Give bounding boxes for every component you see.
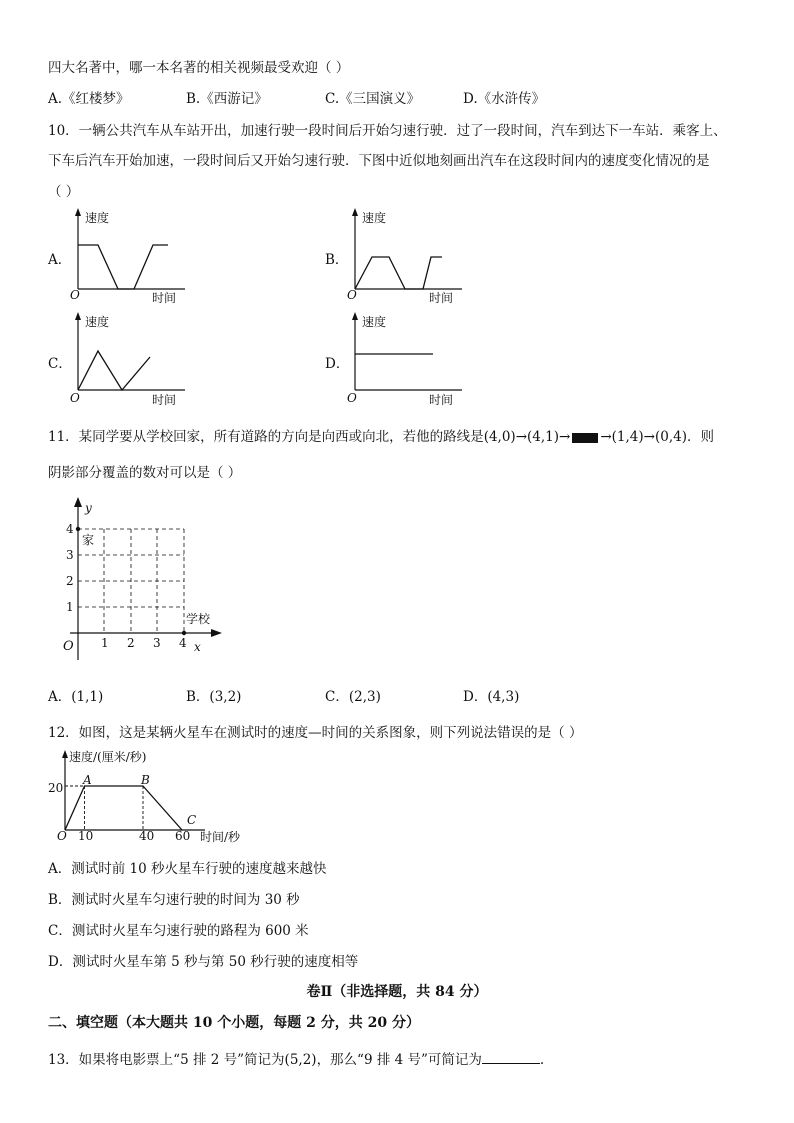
option-value: (2,3) [348,689,381,705]
home-label: 家 [82,533,95,547]
q9-option-d: D.《水浒传》 [463,91,546,107]
y-axis-arrow [352,208,358,216]
q11-path-2: (4,1) [527,429,560,445]
y-axis-label: y [85,501,92,515]
y-axis-arrow [62,750,68,758]
arrow: → [515,429,528,445]
home-point [76,527,80,531]
q10-option-b: B． [325,252,349,268]
origin-label: O [70,391,80,405]
y-label: 速度 [362,211,387,225]
point-c-label: C [187,813,197,827]
q11-option-c [325,685,381,705]
section-heading: 二、填空题（本大题共 10 个小题，每题 2 分，共 20 分） [48,1015,420,1031]
q12-option-d: D．测试时火星车第 5 秒与第 50 秒行驶的速度相等 [48,954,359,970]
q13-pre: 13．如果将电影票上“5 排 2 号”简记为 [48,1052,285,1068]
q11-line1-pre: 11．某同学要从学校回家，所有道路的方向是向西或向北，若他的路线是 [48,429,484,445]
q11-option-a [48,685,103,705]
x-label: 时间 [152,291,177,305]
x-label: 时间 [429,393,454,407]
q12-option-a: A．测试时前 10 秒火星车行驶的速度越来越快 [48,861,327,877]
q9-stem: 四大名著中，哪一本名著的相关视频最受欢迎（ ） [48,60,350,76]
q10-line3: （ ） [48,184,80,200]
origin-label: O [63,639,74,654]
answer-blank[interactable] [482,1051,540,1064]
y-tick-1: 1 [66,600,74,614]
y-label: 速度/(厘米/秒) [69,750,147,764]
q13-end: . [539,1052,545,1068]
q10-option-a: A． [48,252,72,268]
school-label: 学校 [186,612,211,626]
y-axis-arrow [74,497,82,507]
q12-option-c: C．测试时火星车匀速行驶的路程为 600 米 [48,923,309,939]
origin-label: O [347,288,357,302]
q13-post: ，那么“9 排 4 号”可简记为 [316,1052,482,1068]
option-label: B． [186,689,210,705]
q10-option-d: D． [325,356,350,372]
shaded-box [572,433,598,443]
q13-pair: (5,2) [284,1052,317,1068]
y-axis-arrow [352,312,358,320]
origin-label: O [347,391,357,405]
x-tick-10: 10 [78,829,94,843]
x-label: 时间/秒 [200,830,241,844]
option-label: A． [48,689,72,705]
y-label: 速度 [85,315,110,329]
q10-graph-c [60,309,200,409]
x-axis-label: x [194,640,201,654]
school-point [182,631,186,635]
volume-title: 卷Ⅱ（非选择题，共 84 分） [306,984,488,1000]
q11-line2: 阴影部分覆盖的数对可以是（ ） [48,465,242,481]
speed-curve [355,257,442,289]
q12-option-b: B．测试时火星车匀速行驶的时间为 30 秒 [48,892,300,908]
q11-grid-graph [60,495,230,655]
x-tick-60: 60 [175,829,191,843]
y-label: 速度 [85,211,110,225]
x-label: 时间 [429,291,454,305]
q11-path-4: (0,4) [654,429,687,445]
y-tick-3: 3 [66,548,74,562]
option-label: C． [325,689,349,705]
q10-line1: 10．一辆公共汽车从车站开出，加速行驶一段时间后开始匀速行驶．过了一段时间，汽车到达下一车站．乘客上、 [48,123,727,139]
y-tick-20: 20 [48,781,64,795]
origin-label: O [57,829,67,843]
option-label: D． [463,689,488,705]
origin-label: O [70,288,80,302]
q9-option-c: C.《三国演义》 [325,91,421,107]
option-value: (4,3) [487,689,520,705]
option-value: (3,2) [209,689,242,705]
q10-line2: 下车后汽车开始加速，一段时间后又开始匀速行驶．下图中近似地刻画出汽车在这段时间内的速度变化情况的是 [48,153,710,169]
x-label: 时间 [152,393,177,407]
speed-curve [78,245,168,289]
q11-path-1: (4,0) [483,429,516,445]
x-tick-3: 3 [153,636,161,650]
y-axis-arrow [75,208,81,216]
x-axis-arrow [211,629,222,637]
arrow: → [559,429,571,445]
y-axis-arrow [75,312,81,320]
q10-option-c: C． [48,356,72,372]
speed-curve [78,351,150,390]
x-tick-2: 2 [127,636,135,650]
q10-graph-b [337,205,477,305]
q10-graph-d [337,309,477,409]
x-tick-40: 40 [139,829,155,843]
q11-line1 [48,425,714,445]
q12-graph [45,748,255,843]
q11-option-d [463,685,519,705]
arrow: → [643,429,655,445]
q10-graph-a [60,205,200,305]
q9-option-a: A.《红楼梦》 [48,91,130,107]
option-value: (1,1) [71,689,104,705]
q11-path-3: (1,4) [611,429,644,445]
x-tick-1: 1 [101,636,109,650]
y-tick-4: 4 [66,522,74,536]
q12-stem: 12．如图，这是某辆火星车在测试时的速度—时间的关系图象，则下列说法错误的是（ ） [48,725,583,741]
q11-option-b [186,685,241,705]
x-tick-4: 4 [179,636,187,650]
point-b-label: B [141,773,150,787]
q13-stem [48,1048,544,1068]
q9-option-b: B.《西游记》 [186,91,268,107]
y-tick-2: 2 [66,574,74,588]
point-a-label: A [83,773,92,787]
arrow: → [600,429,612,445]
speed-line [65,786,182,830]
y-label: 速度 [362,315,387,329]
q11-line1-post: ．则 [687,429,714,445]
guide-dashes [65,786,143,830]
